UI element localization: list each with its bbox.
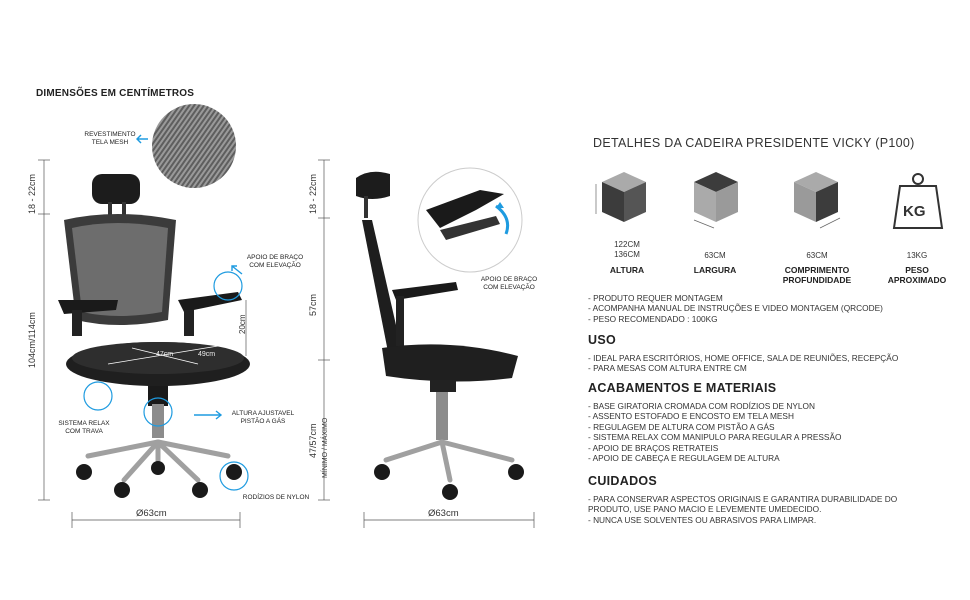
armrest-label-left: APOIO DE BRAÇO COM ELEVAÇÃO	[246, 254, 304, 269]
details-title: DETALHES DA CADEIRA PRESIDENTE VICKY (P100)	[593, 136, 915, 150]
dim-seat-height: 47/57cm	[308, 423, 318, 458]
section-heading-cuidados: CUIDADOS	[588, 474, 658, 488]
uso-list	[588, 353, 898, 374]
dim-seat-width: 49cm	[198, 351, 216, 358]
arrow-right-icon	[192, 410, 224, 420]
chair-front-view	[28, 150, 328, 530]
mesh-label: REVESTIMENTO TELA MESH	[84, 131, 136, 146]
list-item: - PARA MESAS COM ALTURA ENTRE CM	[588, 363, 747, 374]
spec-weight-value: 13KG	[906, 251, 928, 260]
spec-depth-value: 63CM	[806, 251, 828, 260]
cuidados-list	[588, 494, 928, 525]
weight-icon	[888, 170, 948, 234]
section-heading-acabamentos: ACABAMENTOS E MATERIAIS	[588, 381, 777, 395]
list-item: - APOIO DE BRAÇOS RETRATEIS	[588, 442, 719, 453]
list-item: - APOIO DE CABEÇA E REGULAGEM DE ALTURA	[588, 453, 780, 464]
list-item: - ACOMPANHA MANUAL DE INSTRUÇÕES E VIDEO MONTAGEM (QRCODE)	[588, 303, 883, 314]
list-item: - NUNCA USE SOLVENTES OU ABRASIVOS PARA LIMPAR.	[588, 514, 817, 525]
chair-side-view	[300, 150, 580, 530]
dim-headrest-side: 18 - 22cm	[308, 173, 318, 214]
spec-height-caption: ALTURA	[609, 265, 645, 275]
section-heading-uso: USO	[588, 333, 616, 347]
dim-total-height: 104cm/114cm	[27, 312, 37, 368]
dim-arm-height: 20cm	[238, 314, 247, 334]
spec-width-caption: LARGURA	[693, 265, 737, 275]
dim-min-max: MÍNIMO / MÁXIMO	[322, 417, 329, 478]
weight-icon-text: KG	[903, 203, 926, 220]
dim-base-side: Ø63cm	[428, 508, 459, 519]
arrow-left-icon	[136, 134, 150, 144]
cube-height-icon	[592, 170, 656, 230]
dim-backrest: 57cm	[308, 293, 318, 316]
spec-depth-caption: COMPRIMENTO PROFUNDIDADE	[782, 265, 852, 285]
dim-headrest-left: 18 - 22cm	[27, 173, 37, 214]
list-item: - IDEAL PARA ESCRITÓRIOS, HOME OFFICE, SALA DE REUNIÕES, RECEPÇÃO	[588, 353, 899, 363]
list-item: - PRODUTO REQUER MONTAGEM	[588, 293, 723, 303]
relax-label: SISTEMA RELAX COM TRAVA	[58, 420, 110, 435]
cube-width-icon	[684, 170, 748, 230]
dim-seat-depth: 47cm	[156, 351, 174, 358]
notes-list	[588, 293, 883, 324]
list-item: - REGULAGEM DE ALTURA COM PISTÃO A GÁS	[588, 421, 775, 432]
arrow-up-left-icon	[230, 264, 244, 276]
acabamentos-list	[588, 401, 841, 463]
dimensions-title: DIMENSÕES EM CENTÍMETROS	[36, 88, 195, 99]
spec-height-value: 122CM 136CM	[614, 240, 640, 259]
wheels-label: RODÍZIOS DE NYLON	[242, 494, 310, 501]
list-item: - BASE GIRATORIA CROMADA COM RODÍZIOS DE NYLON	[588, 401, 815, 411]
armrest-label-side: APOIO DE BRAÇO COM ELEVAÇÃO	[480, 276, 538, 291]
list-item: - PESO RECOMENDADO : 100KG	[588, 313, 718, 324]
list-item: - SISTEMA RELAX COM MANIPULO PARA REGULAR A PRESSÃO	[588, 432, 842, 443]
list-item: - PARA CONSERVAR ASPECTOS ORIGINAIS E GARANTIRA DURABILIDADE DO PRODUTO, USE PANO MACIO E LEVEMENTE UMEDECIDO.	[588, 494, 898, 515]
list-item: - ASSENTO ESTOFADO E ENCOSTO EM TELA MESH	[588, 411, 794, 422]
spec-width-value: 63CM	[704, 251, 726, 260]
dim-base-left: Ø63cm	[136, 508, 167, 519]
spec-weight-caption: PESO APROXIMADO	[887, 265, 947, 285]
height-adjust-label: ALTURA AJUSTAVEL PISTÃO A GÁS	[231, 410, 295, 425]
cube-depth-icon	[784, 170, 848, 230]
